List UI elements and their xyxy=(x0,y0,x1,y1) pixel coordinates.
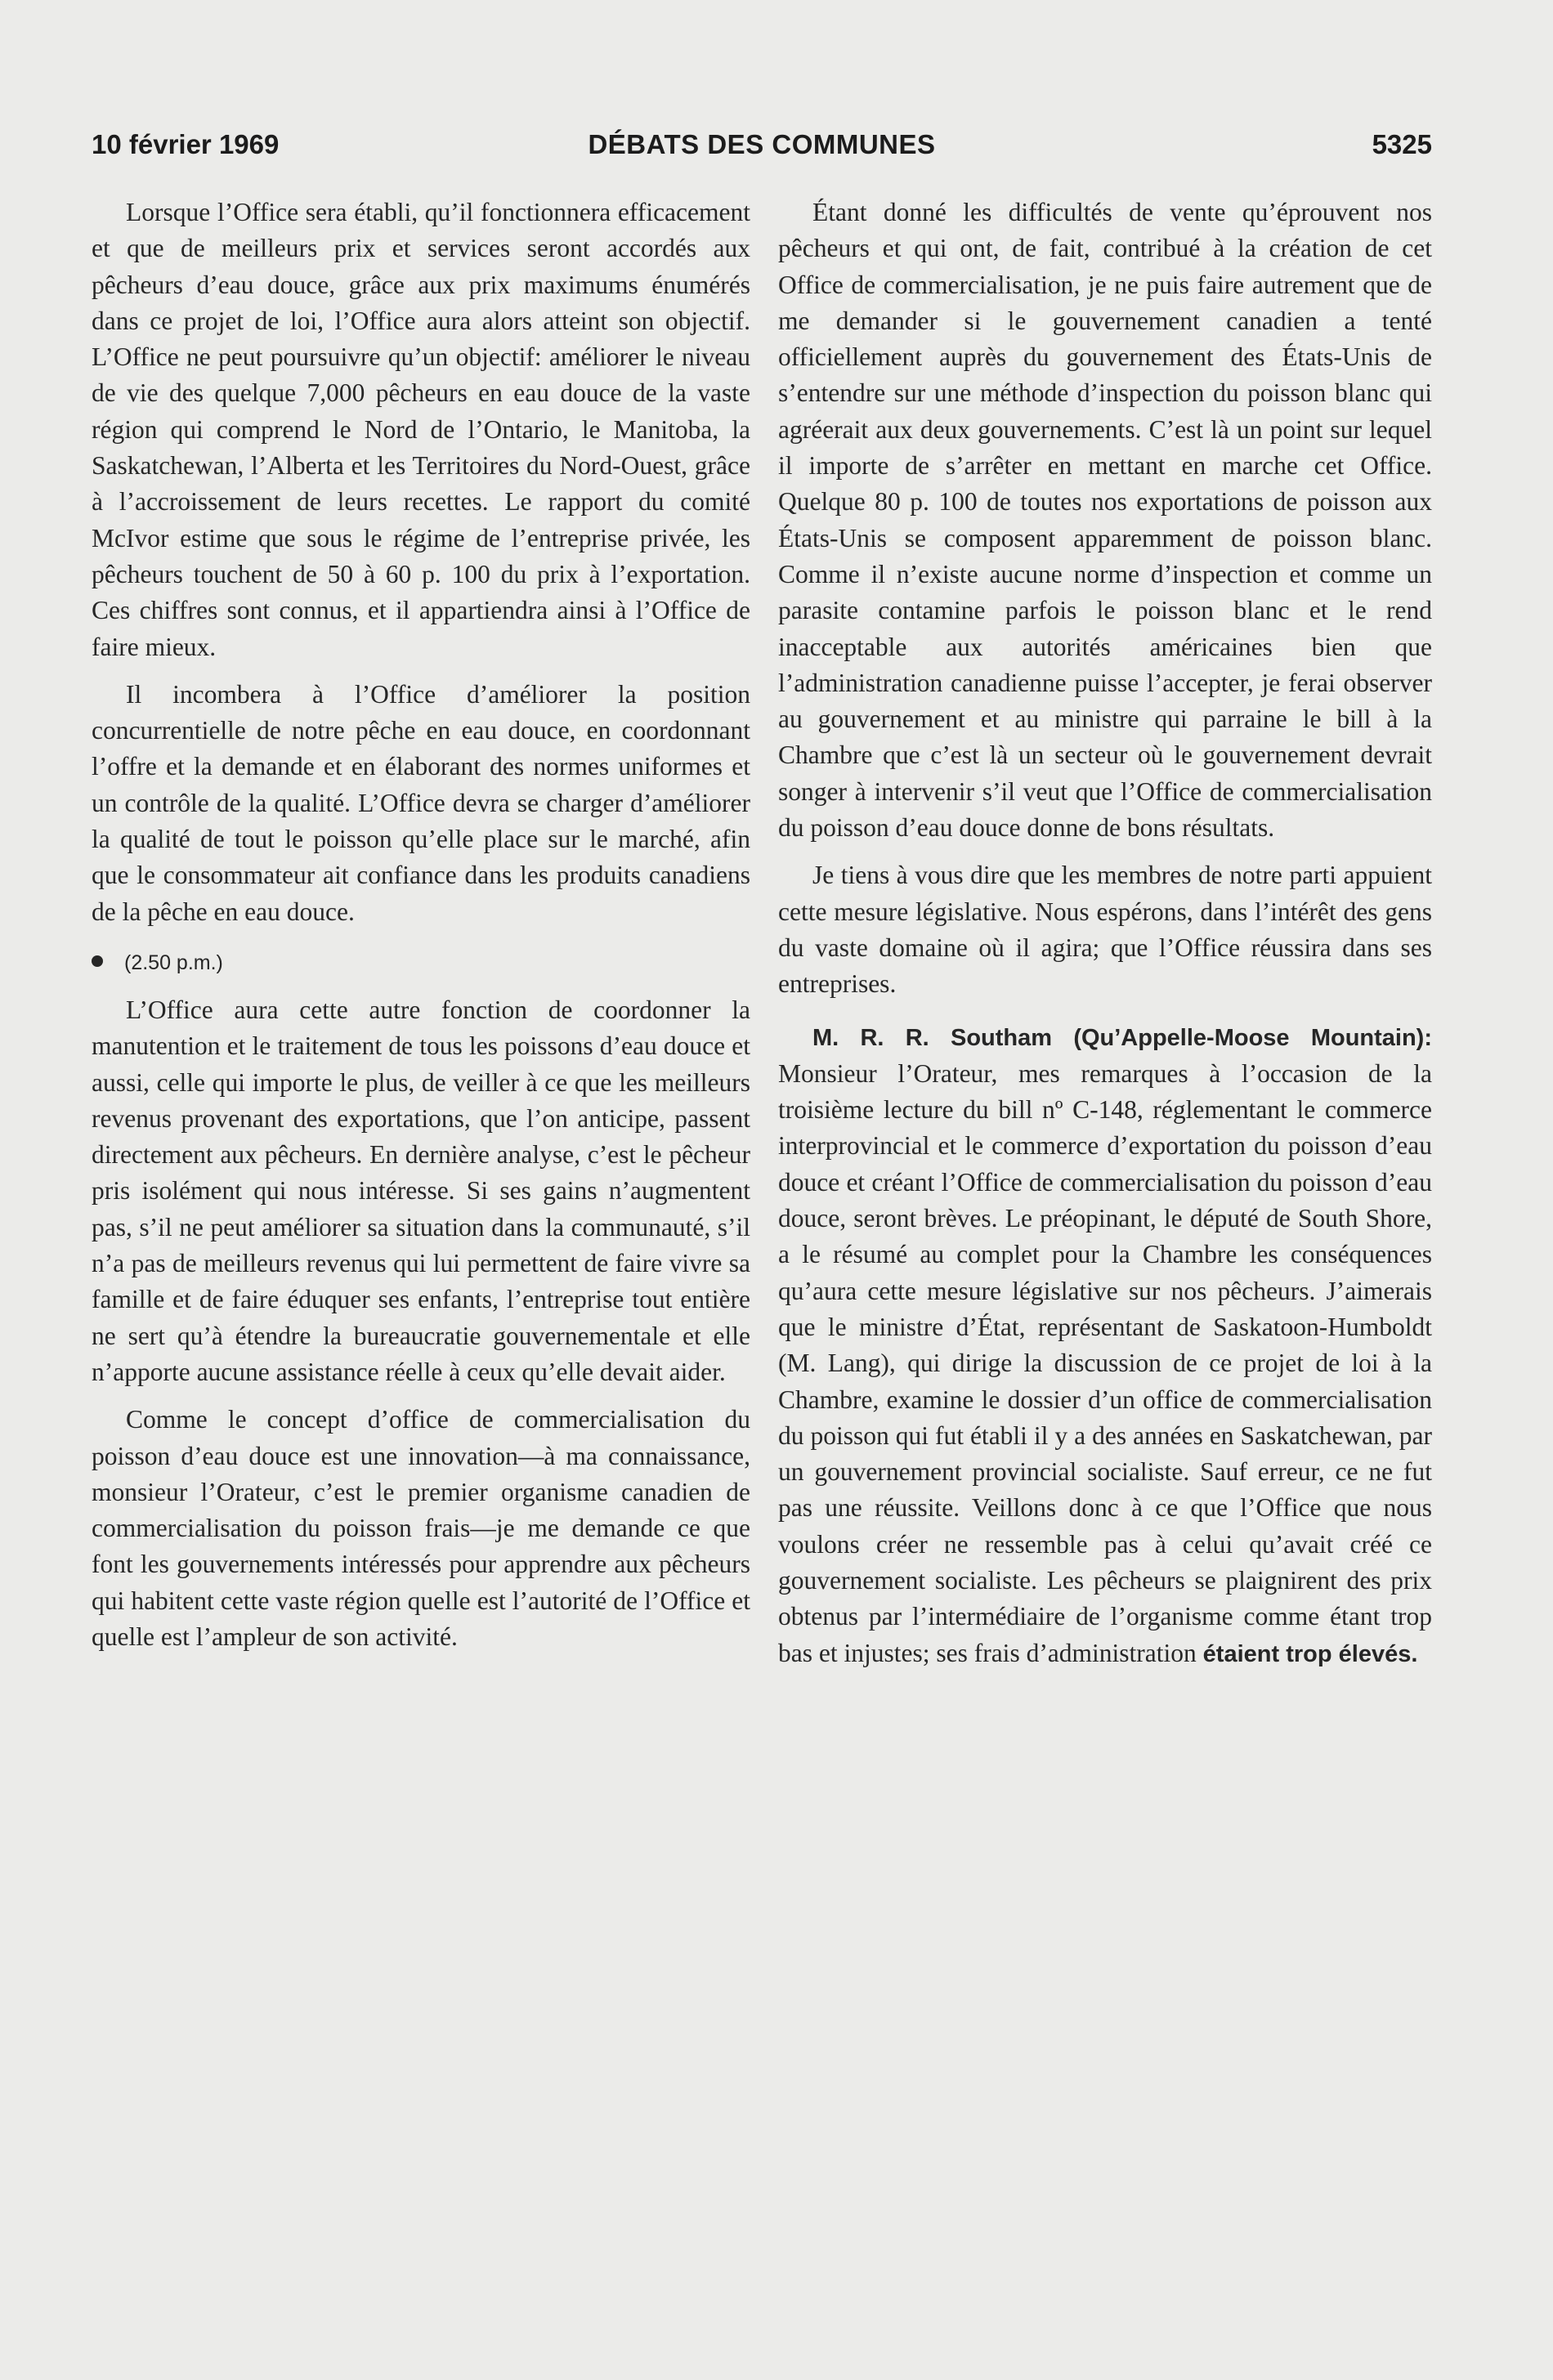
header-title: DÉBATS DES COMMUNES xyxy=(588,129,936,159)
header-date: 10 février 1969 xyxy=(92,129,280,159)
bullet-icon xyxy=(92,955,103,967)
speaker-name: M. R. R. Southam (Qu’Appelle-Moose Mountain): xyxy=(812,1024,1432,1051)
page-number: 5325 xyxy=(1372,129,1432,159)
paragraph: Lorsque l’Office sera établi, qu’il fonctionnera efficacement et que de meilleurs prix et services seront accordés aux pêcheurs d’eau douce, grâce aux prix maximums énumérés dans ce projet de loi, l’Office aura alors atteint son objectif. L’Office ne peut poursuivre qu’un objectif: améliorer le niveau de vie des quelque 7,000 pêcheurs en eau douce de la vaste région qui comprend le Nord de l’Ontario, le Manitoba, la Saskatchewan, l’Alberta et les Territoires du Nord-Ouest, grâce à l’accroissement de leurs recettes. Le rapport du comité McIvor estime que sous le régime de l’entreprise privée, les pêcheurs touchent de 50 à 60 p. 100 du prix à l’exportation. Ces chiffres sont connus, et il appartiendra ainsi à l’Office de faire mieux. xyxy=(92,198,750,661)
page-header xyxy=(92,129,1432,175)
paragraph: Comme le concept d’office de commercialisation du poisson d’eau douce est une innovation—à ma connaissance, monsieur l’Orateur, c’est le premier organisme canadien de commercialisation du poisson frais—je me demande ce que font les gouvernements intéressés pour apprendre aux pêcheurs qui habitent cette vaste région quelle est l’autorité de l’Office et quelle est l’ampleur de son activité. xyxy=(92,1405,750,1651)
paragraph: Étant donné les difficultés de vente qu’éprouvent nos pêcheurs et qui ont, de fait, contribué à la création de cet Office de commercialisation, je ne puis faire autrement que de me demander si le gouvernement canadien a tenté officiellement auprès du gouvernement des États-Unis de s’entendre sur une méthode d’inspection du poisson blanc qui agréerait aux deux gouvernements. C’est là un point sur lequel il importe de s’arrêter en mettant en marche cet Office. Quelque 80 p. 100 de toutes nos exportations de poisson aux États-Unis se composent apparemment de poisson blanc. Comme il n’existe aucune norme d’inspection et comme un parasite contamine parfois le poisson blanc et le rend inacceptable aux autorités américaines bien que l’administration canadienne puisse l’accepter, je ferai observer au gouvernement et au ministre qui parraine le bill à la Chambre que c’est là un secteur où le gouvernement devrait songer à intervenir s’il veut que l’Office de commercialisation du poisson d’eau douce donne de bons résultats. xyxy=(778,198,1432,843)
speech-text: Monsieur l’Orateur, mes remarques à l’occasion de la troisième lecture du bill nº C-148, réglementant le commerce interprovincial et le commerce d’exportation du poisson d’eau douce et créant l’Office de commercialisation du poisson d’eau douce, seront brèves. Le préopinant, le député de South Shore, a le résumé au complet pour la Chambre les conséquences qu’aura cette mesure législative sur nos pêcheurs. J’aimerais que le ministre d’État, représentant de Saskatoon-Humboldt (M. Lang), qui dirige la discussion de ce projet de loi à la Chambre, examine le dossier d’un office de commercialisation du poisson qui fut établi il y a des années en Saskatchewan, par un gouvernement provincial socialiste. Sauf erreur, ce ne fut pas une réussite. Veillons donc à ce que l’Office que nous voulons créer ne ressemble pas à celui qu’avait créé ce gouvernement socialiste. Les pêcheurs se plaignirent des prix obtenus par l’intermédiaire de l’organisme comme étant trop bas et injustes; ses frais d’administration xyxy=(778,1058,1432,1667)
speech-paragraph xyxy=(778,1019,1432,1672)
time-marker-text: (2.50 p.m.) xyxy=(124,951,223,974)
right-column xyxy=(778,195,1432,1672)
paragraph: L’Office aura cette autre fonction de coordonner la manutention et le traitement de tous les poissons d’eau douce et aussi, celle qui importe le plus, de veiller à ce que les meilleurs revenus provenant des exportations, que l’on anticipe, passent directement aux pêcheurs. En dernière analyse, c’est le pêcheur pris isolément qui nous intéresse. Si ses gains n’augmentent pas, s’il ne peut améliorer sa situation dans la communauté, s’il n’a pas de meilleurs revenus qui lui permettent de faire vivre sa famille et de faire éduquer ses enfants, l’entreprise tout entière ne sert qu’à étendre la bureaucratie gouvernementale et elle n’apporte aucune assistance réelle à ceux qu’elle devait aider. xyxy=(92,995,750,1386)
paragraph: Il incombera à l’Office d’améliorer la position concurrentielle de notre pêche en eau douce, en coordonnant l’offre et la demande et en élaborant des normes uniformes et un contrôle de la qualité. L’Office devra se charger d’améliorer la qualité de tout le poisson qu’elle place sur le marché, afin que le consommateur ait confiance dans les produits canadiens de la pêche en eau douce. xyxy=(92,679,750,926)
speech-text-end: étaient trop élevés. xyxy=(1202,1640,1418,1667)
paragraph: Je tiens à vous dire que les membres de notre parti appuient cette mesure législative. Nous espérons, dans l’intérêt des gens du vaste domaine où il agira; que l’Office réussira dans ses entreprises. xyxy=(778,861,1432,999)
time-marker xyxy=(92,946,750,979)
left-column xyxy=(92,195,750,1655)
